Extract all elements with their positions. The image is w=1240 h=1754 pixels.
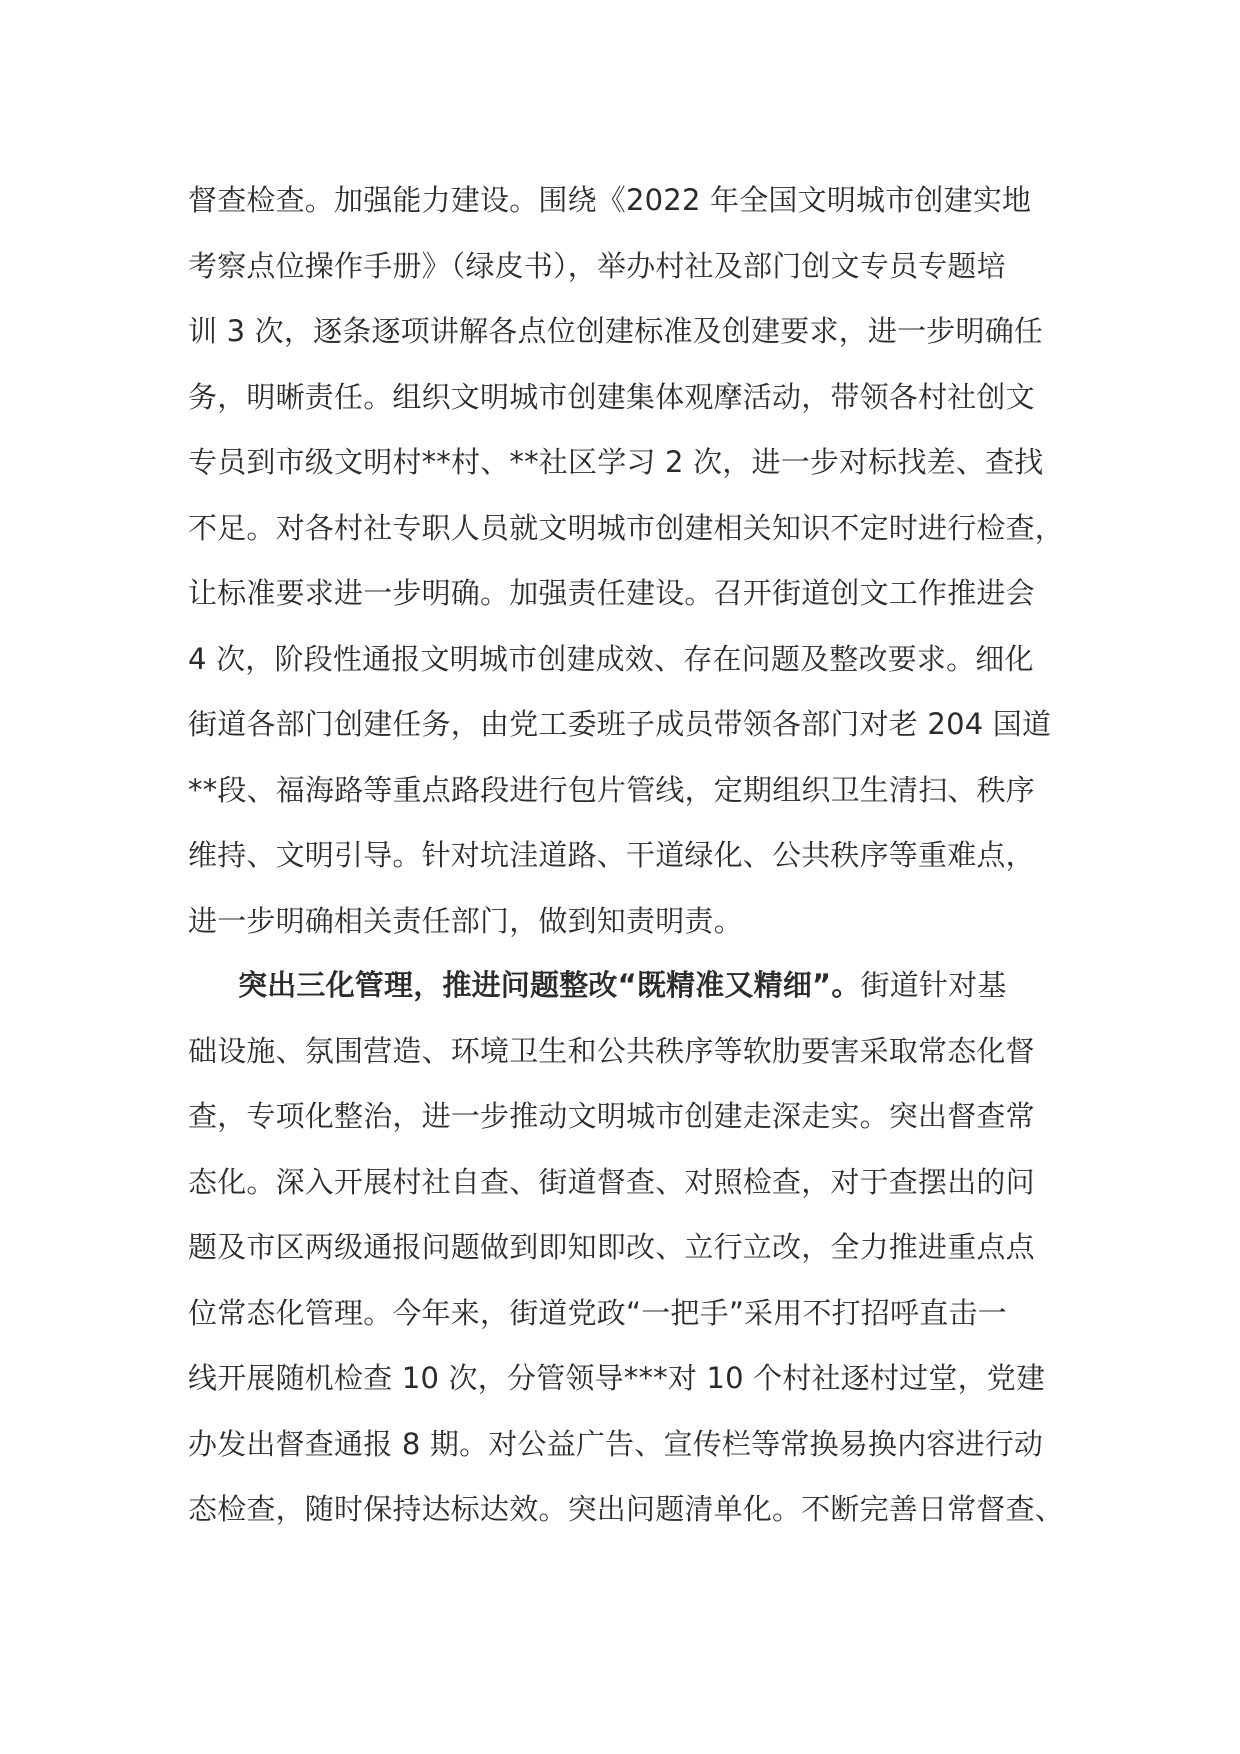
text-line: 不足。对各村社专职人员就文明城市创建相关知识不定时进行检查， — [188, 510, 1065, 545]
text-line: 督查检查。加强能力建设。围绕《2022 年全国文明城市创建实地 — [188, 183, 1032, 217]
text-line: 4 次，阶段性通报文明城市创建成效、存在问题及整改要求。细化 — [188, 641, 1034, 676]
text-line: 专员到市级文明村**村、**社区学习 2 次，进一步对标找差、查找 — [188, 445, 1044, 479]
text-line: 维持、文明引导。针对坑洼道路、干道绿化、公共秩序等重难点， — [188, 838, 1035, 872]
text-line-rest: 街道针对基 — [860, 968, 1007, 1002]
text-line: **段、福海路等重点路段进行包片管线，定期组织卫生清扫、秩序 — [188, 772, 1036, 807]
text-line: 位常态化管理。今年来，街道党政“一把手”采用不打招呼直击一 — [188, 1295, 1007, 1330]
text-line: 础设施、氛围营造、环境卫生和公共秩序等软肋要害采取常态化督 — [188, 1033, 1035, 1068]
text-line: 态化。深入开展村社自查、街道督查、对照检查，对于查摆出的问 — [188, 1164, 1035, 1199]
text-line: 训 3 次，逐条逐项讲解各点位创建标准及创建要求，进一步明确任 — [188, 314, 1044, 348]
text-line-first — [188, 953, 1064, 1019]
text-line: 线开展随机检查 10 次，分管领导***对 10 个村社逐村过堂，党建 — [188, 1361, 1046, 1395]
text-line: 让标准要求进一步明确。加强责任建设。召开街道创文工作推进会 — [188, 576, 1035, 610]
text-line: 题及市区两级通报问题做到即知即改、立行立改，全力推进重点点 — [188, 1230, 1035, 1264]
text-line: 考察点位操作手册》（绿皮书），举办村社及部门创文专员专题培 — [188, 248, 1006, 283]
paragraph-capacity-building — [188, 168, 1064, 954]
text-line: 进一步明确相关责任部门，做到知责明责。 — [188, 903, 743, 938]
paragraph-lead-heading: 突出三化管理，推进问题整改“既精准又精细”。 — [238, 968, 861, 1002]
text-line: 态检查，随时保持达标达效。突出问题清单化。不断完善日常督查、 — [188, 1492, 1065, 1526]
paragraph-problem-rectification — [188, 953, 1064, 1543]
text-line: 务，明晰责任。组织文明城市创建集体观摩活动，带领各村社创文 — [188, 379, 1035, 414]
text-line: 街道各部门创建任务，由党工委班子成员带领各部门对老 204 国道 — [188, 707, 1052, 741]
text-line: 查，专项化整治，进一步推动文明城市创建走深走实。突出督查常 — [188, 1099, 1035, 1133]
text-line: 办发出督查通报 8 期。对公益广告、宣传栏等常换易换内容进行动 — [188, 1426, 1044, 1461]
